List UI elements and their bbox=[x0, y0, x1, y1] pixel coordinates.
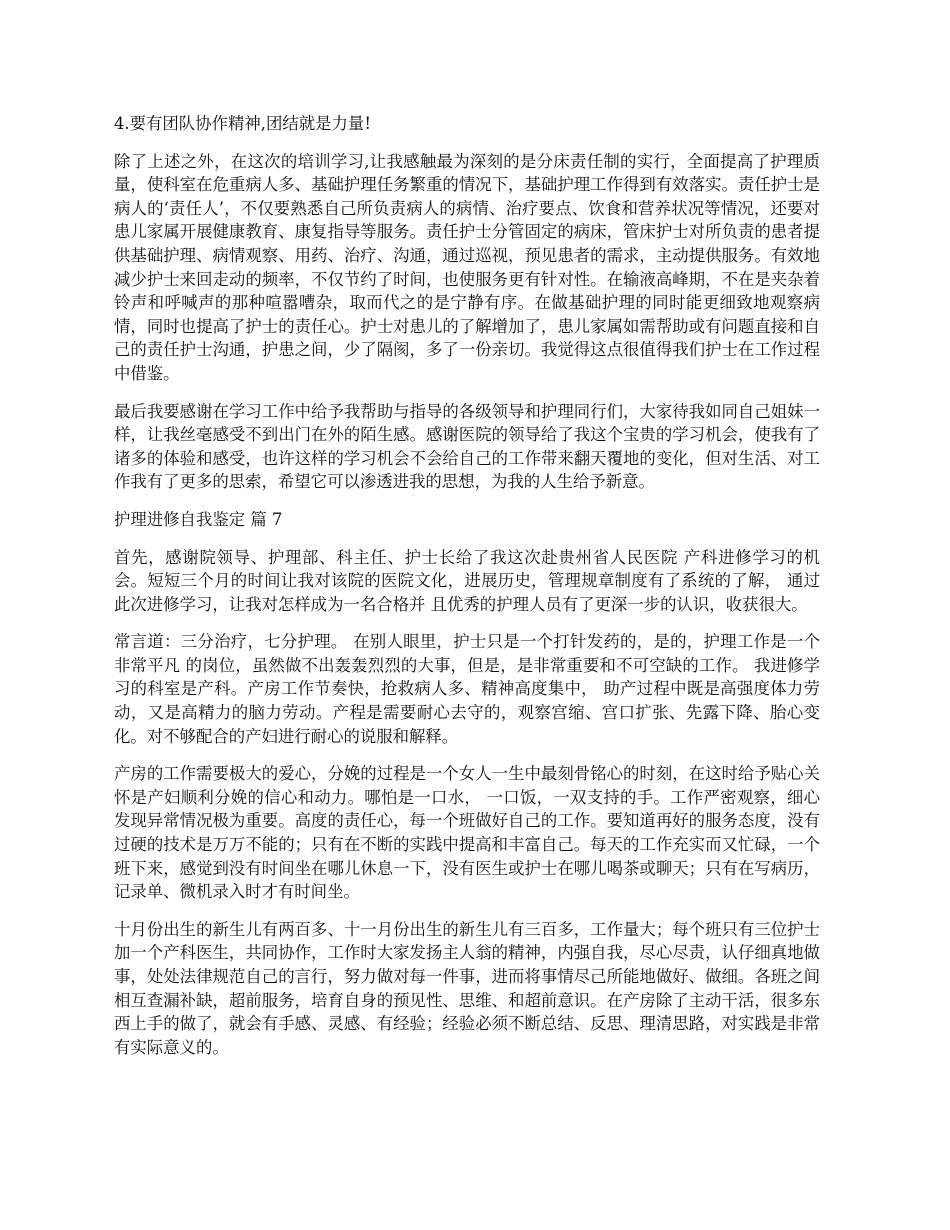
paragraph-introduction: 首先，感谢院领导、护理部、科主任、护士长给了我这次赴贵州省人民医院 产科进修学习的机会。短短三个月的时间让我对该院的医院文化，进展历史，管理规章制度有了系统的了解， 通过此次进修学习，让我对怎样成为一名合格并 且优秀的护理人员有了更深一步的认识，收获很大。 bbox=[114, 547, 820, 614]
paragraph-nursing-work: 常言道：三分治疗，七分护理。 在别人眼里，护士只是一个打针发药的，是的，护理工作是一个非常平凡 的岗位，虽然做不出轰轰烈烈的大事，但是，是非常重要和不可空缺的工作。 我进修学习的科室是产科。产房工作节奏快，抢救病人多、精神高度集中， 助产过程中既是高强度体力劳动，又是高精力的脑力劳动。产程是需要耐心去守的，观察宫缩、宫口扩张、先露下降、胎心变化。对不够配合的产妇进行耐心的说服和解释。 bbox=[114, 632, 820, 746]
paragraph-delivery-room: 产房的工作需要极大的爱心，分娩的过程是一个女人一生中最刻骨铭心的时刻，在这时给予贴心关怀是产妇顺利分娩的信心和动力。哪怕是一口水， 一口饭，一双支持的手。工作严密观察，细心发现异常情况极为重要。高度的责任心，每一个班做好自己的工作。要知道再好的服务态度，没有过硬的技术是万万不能的；只有在不断的实践中提高和丰富自己。每天的工作充实而又忙碌，一个班下来，感觉到没有时间坐在哪儿休息一下，没有医生或护士在哪儿喝茶或聊天；只有在写病历，记录单、微机录入时才有时间坐。 bbox=[114, 764, 820, 902]
section-title-chapter-7: 护理进修自我鉴定 篇 7 bbox=[114, 509, 283, 529]
paragraph-responsibility-system: 除了上述之外，在这次的培训学习,让我感触最为深刻的是分床责任制的实行，全面提高了护理质量，使科室在危重病人多、基础护理任务繁重的情况下，基础护理工作得到有效落实。责任护士是病人的‘责任人’，不仅要熟悉自己所负责病人的病情、治疗要点、饮食和营养状况等情况，还要对患儿家属开展健康教育、康复指导等服务。责任护士分管固定的病床，管床护士对所负责的患者提供基础护理、病情观察、用药、治疗、沟通，通过巡视，预见患者的需求，主动提供服务。有效地减少护士来回走动的频率，不仅节约了时间，也使服务更有针对性。在输液高峰期，不在是夹杂着铃声和呼喊声的那种喧嚣嘈杂，取而代之的是宁静有序。在做基础护理的同时能更细致地观察病情，同时也提高了护士的责任心。护士对患儿的了解增加了，患儿家属如需帮助或有问题直接和自己的责任护士沟通，护患之间，少了隔阂，多了一份亲切。我觉得这点很值得我们护士在工作过程中借鉴。 bbox=[114, 151, 820, 383]
paragraph-newborn-workload: 十月份出生的新生儿有两百多、十一月份出生的新生儿有三百多，工作量大；每个班只有三位护士加一个产科医生，共同协作，工作时大家发扬主人翁的精神，内强自我，尽心尽责，认仔细真地做事，处处法律规范自己的言行，努力做对每一件事，进而将事情尽己所能地做好、做细。各班之间相互查漏补缺，超前服务，培育自身的预见性、思维、和超前意识。在产房除了主动干活，很多东西上手的做了，就会有手感、灵感、有经验；经验必须不断总结、反思、理清思路，对实践是非常有实际意义的。 bbox=[114, 919, 820, 1057]
paragraph-thanks: 最后我要感谢在学习工作中给予我帮助与指导的各级领导和护理同行们，大家待我如同自己姐妹一样，让我丝毫感受不到出门在外的陌生感。感谢医院的领导给了我这个宝贵的学习机会，使我有了诸多的体验和感受，也许这样的学习机会不会给自己的工作带来翻天覆地的变化，但对生活、对工作我有了更多的思索，希望它可以渗透进我的思想，为我的人生给予新意。 bbox=[114, 401, 820, 492]
section-point-4: 4.要有团队协作精神,团结就是力量! bbox=[114, 114, 371, 133]
